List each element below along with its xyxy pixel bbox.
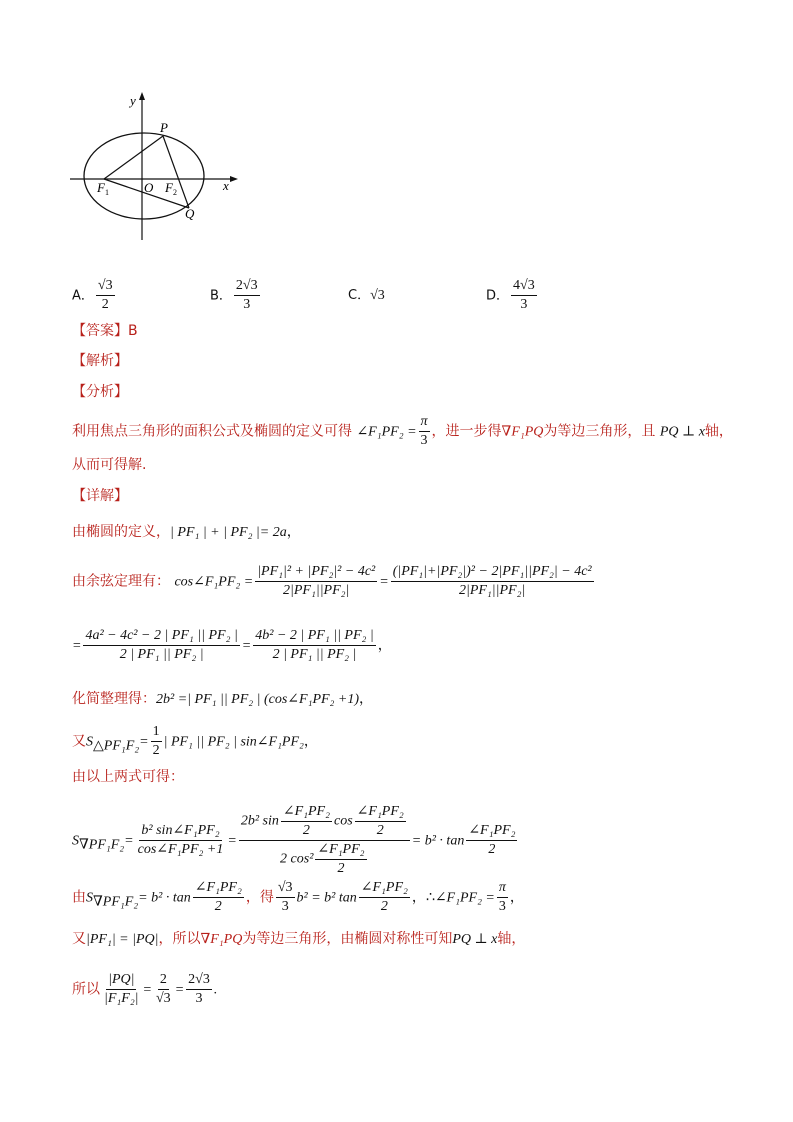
detail-line-5: 又$S_{\triangle PF_1F_2}=$ $\frac{1}{2}$ | PF₁ || PF₂ | sin∠F₁PF₂，	[72, 724, 318, 758]
label-f1: $F_1$	[97, 180, 109, 197]
section-xiangjie: 【详解】	[72, 488, 128, 504]
answer-line: 【答案】B	[72, 323, 138, 339]
ellipse-figure	[60, 88, 250, 248]
option-c[interactable]: C．√3	[348, 288, 385, 303]
label-q: Q	[185, 206, 195, 221]
x-axis-arrow	[230, 176, 238, 182]
label-f2: $F_2$	[165, 180, 177, 197]
label-x: x	[223, 178, 229, 193]
analysis-line-1: 利用焦点三角形的面积公式及椭圆的定义可得 ∠F₁PF₂ = $\frac{\pi}{3}$ ，进一步得∇F₁PQ为等边三角形，且 PQ ⊥ x轴，	[72, 414, 733, 448]
y-axis-arrow	[139, 92, 145, 100]
section-jiexi: 【解析】	[72, 353, 128, 369]
label-p: P	[160, 120, 168, 135]
segment-f1-p	[104, 136, 163, 179]
segment-p-q	[163, 136, 189, 208]
detail-line-10: 所以 $\frac{|PQ|}{\text{|F₁F₂|}}$ = $\frac{2}{√3}$ = $\frac{2√3}{3}$ .	[72, 972, 218, 1006]
analysis-line-2: 从而可得解.	[72, 457, 147, 473]
detail-line-3: = $\frac{\text{4a² − 4c² − 2 | PF₁ || PF₂ |}}{\text{2 | PF₁ || PF₂ |}}$ = $\frac{\text{4b² − 2 | PF₁ || PF₂ |}}{\text{2 | PF₁ || PF₂ |}}$ ，	[72, 628, 392, 662]
label-o: O	[144, 180, 154, 195]
detail-line-7: $S_{\nabla PF_1F_2}=$ $\frac{\text{b² sin∠F₁PF₂}}{\text{cos∠F₁PF₂ +1}}$ = 2b² sin $\frac{\text{∠F₁PF₂}}{2}$ cos $\frac{\text{∠F₁PF₂}}{2}$ 2 cos² $\frac{\text{∠F₁PF₂}}{2}$ = b² · tan $\frac{\text{∠F₁PF₂}}{2}$	[72, 804, 516, 876]
section-fenxi: 【分析】	[72, 384, 128, 400]
option-b[interactable]: B． $\frac{2√3}{3}$	[210, 278, 258, 312]
detail-line-8: 由$S_{\nabla PF_1F_2}= b^2 \cdot \tan$ $\frac{\text{∠F₁PF₂}}{2}$ ，得 $\frac{√3}{3}$ b² = b² tan $\frac{\text{∠F₁PF₂}}{2}$ ，∴∠F₁PF₂ = $\frac{\pi}{3}$ ，	[72, 880, 524, 914]
option-d[interactable]: D． $\frac{4√3}{3}$	[486, 278, 535, 312]
detail-line-4: 化简整理得：2b² =| PF₁ || PF₂ | (cos∠F₁PF₂ +1)，	[72, 691, 374, 707]
detail-line-6: 由以上两式可得：	[72, 769, 184, 785]
detail-line-9: 又|PF₁| = |PQ|，所以∇F₁PQ为等边三角形，由椭圆对称性可知PQ ⊥ x轴，	[72, 931, 526, 947]
detail-line-2: 由余弦定理有： cos∠F₁PF₂ = $\frac{\text{|PF₁|² + |PF₂|² − 4c²}}{\text{2|PF₁||PF₂|}}$ = $\frac{\text{(|PF₁|+|PF₂|)² − 2|PF₁||PF₂| − 4c²}}{\text{2|PF₁||PF₂|}}$	[72, 564, 592, 598]
option-a[interactable]: A． $\frac{√3}{2}$	[72, 278, 113, 312]
label-y: y	[130, 93, 136, 108]
detail-line-1: 由椭圆的定义，| PF₁ | + | PF₂ |= 2a，	[72, 524, 301, 540]
